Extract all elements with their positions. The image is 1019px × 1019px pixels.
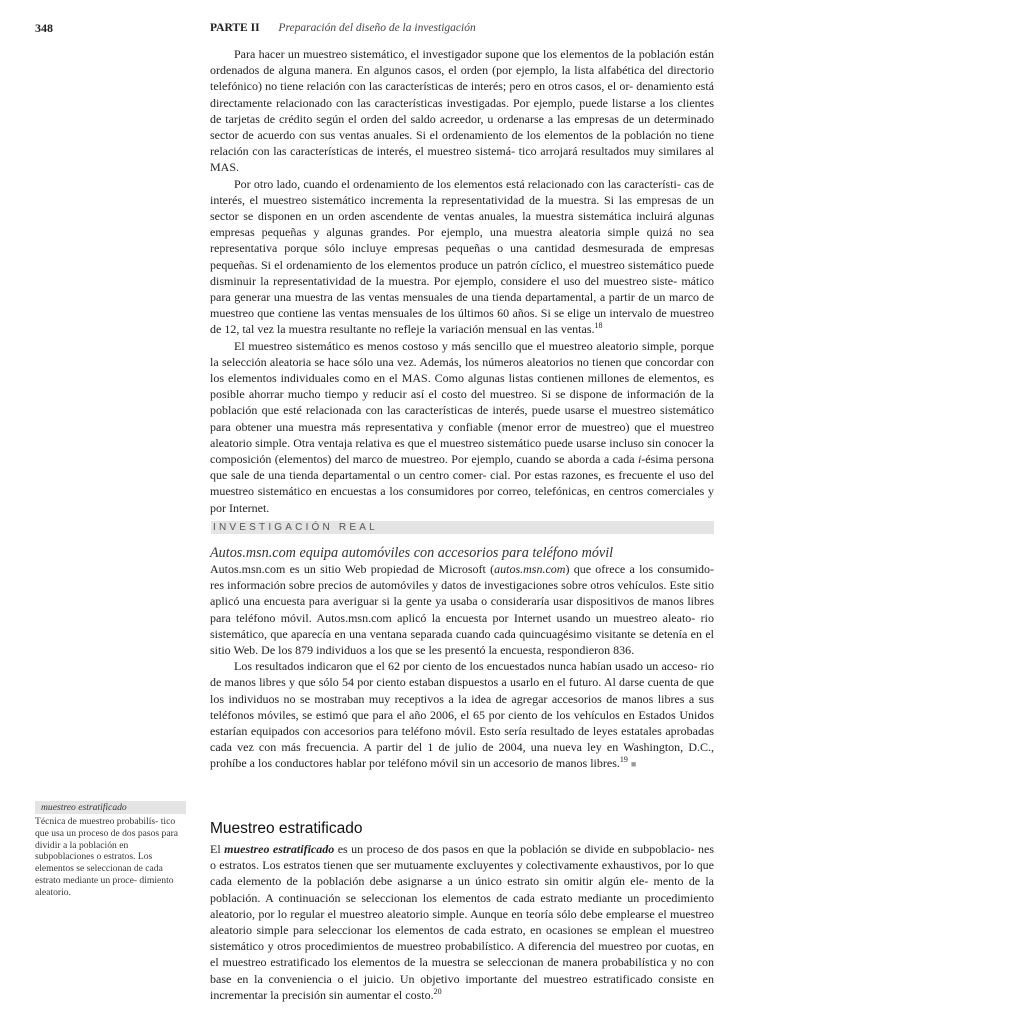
paragraph-text: Autos.msn.com es un sitio Web propiedad de Microsoft (: [210, 562, 495, 576]
part-label: PARTE II: [210, 22, 260, 34]
italic-letter: i: [637, 452, 642, 467]
website-url: autos.msn.com: [494, 562, 566, 576]
section-body: [210, 841, 714, 1003]
chapter-title: Preparación del diseño de la investigación: [278, 22, 476, 34]
paragraph: [210, 176, 714, 338]
footnote-ref: 18: [594, 321, 603, 331]
margin-definition: Técnica de muestreo probabilís- tico que usa un proceso de dos pasos para dividir a la población en subpoblaciones o estratos. Los elementos se seleccionan de cada estrato mediante un proce- dimiento aleatorio.: [35, 816, 179, 898]
page-number: 348: [35, 21, 53, 35]
paragraph-text: El: [210, 842, 225, 856]
paragraph-text: Los resultados indicaron que el 62 por ciento de los encuestados nunca habían usado un acceso- rio de manos libres y que sólo 54 por ciento estaban dispuestos a usarlo en el futuro. Al darse cuenta de que los individuos no se mostraban muy receptivos a la idea de agregar accesorios de manos libres a sus teléfonos móviles, se estimó que para el año 2006, el 65 por ciento de los vehículos en Estados Unidos estarían equipados con accesorios para teléfono móvil. Esto sería resultado de leyes estatales aprobadas cada vez con más frecuencia. A partir del 1 de julio de 2004, una nueva ley en Washington, D.C., prohíbe a los conductores hablar por teléfono móvil sin un accesorio de manos libres.: [210, 659, 714, 771]
end-mark-icon: ■: [630, 759, 637, 770]
margin-term: muestreo estratificado: [35, 801, 186, 814]
paragraph: [210, 338, 714, 516]
section-heading: Muestreo estratificado: [210, 820, 363, 837]
body-text: [210, 46, 714, 516]
paragraph-text: ) que ofrece a los consumido- res información sobre precios de automóviles y datos de investigaciones sobre otros vehículos. Este sitio aplicó una encuesta para averiguar si la gente ya usaba o consideraría usar dispositivos de manos libres para teléfono móvil. Autos.msn.com aplicó la encuesta por Internet usando un muestreo aleato- rio sistemático, que aparecía en una ventana separada cuando cada quincuagésimo visitante se detenía en el sitio Web. De los 879 individuos a los que se les presentó la encuesta, respondieron 836.: [210, 562, 714, 658]
paragraph: [210, 561, 714, 658]
box-tag: INVESTIGACIÓN REAL: [211, 521, 714, 534]
running-header: [210, 22, 476, 34]
footnote-ref: 19: [619, 755, 628, 765]
paragraph-text: -ésima persona que sale de una tienda departamental o un centro comer- cial. Por estas razones, es frecuente el uso del muestreo sistemático en encuestas a los consumidores por correo, telefónicas, en centros comerciales y por Internet.: [210, 452, 714, 515]
key-term: muestreo estratificado: [224, 842, 335, 856]
paragraph-text: El muestreo sistemático es menos costoso y más sencillo que el muestreo aleatorio simple, porque la selección aleatoria se hace sólo una vez. Además, los números aleatorios no tienen que concordar con los elementos individuales como en el MAS. Como algunas listas contienen millones de elementos, es posible ahorrar mucho tiempo y reducir así el costo del muestreo. Si se dispone de información de la población que esté relacionada con las características de interés, puede usarse el muestreo sistemático para obtener una muestra más representativa y confiable (menor error de muestreo) que el muestreo aleatorio simple. Otra ventaja relativa es que el muestreo sistemático puede usarse incluso sin conocer la composición (elementos) del marco de muestreo. Por ejemplo, cuando se aborda a cada: [210, 338, 714, 467]
box-body: [210, 561, 714, 773]
box-title: Autos.msn.com equipa automóviles con accesorios para teléfono móvil: [210, 545, 614, 561]
paragraph: [210, 658, 714, 772]
footnote-ref: 20: [433, 986, 442, 996]
paragraph-text: Por otro lado, cuando el ordenamiento de los elementos está relacionado con las característi- cas de interés, el muestreo sistemático incrementa la representatividad de la muestra. Si las empresas de un sector se disponen en un orden ascendente de ventas anuales, la muestra sistemática incluirá algunas empresas pequeñas y algunas grandes. Por ejemplo, una muestra aleatoria simple quizá no sea representativa porque sólo incluye empresas pequeñas o una cantidad desmesurada de empresas pequeñas. Si el ordenamiento de los elementos produce un patrón cíclico, el muestreo sistemático puede disminuir la representatividad de la muestra. Por ejemplo, considere el uso del muestreo siste- mático para generar una muestra de las ventas mensuales de una tienda departamental, a partir de un marco de muestreo que contiene las ventas mensuales de los últimos 60 años. Si se elige un intervalo de muestreo de 12, tal vez la muestra resultante no refleje la variación mensual en las ventas.: [210, 176, 714, 337]
margin-note: [35, 801, 186, 899]
paragraph: [210, 841, 714, 1003]
paragraph: Para hacer un muestreo sistemático, el investigador supone que los elementos de la población están ordenados de alguna manera. En algunos casos, el orden (por ejemplo, la lista alfabética del directorio telefónico) no tiene relación con las características de interés; pero en otros casos, el or- denamiento está directamente relacionado con las características investigadas. Por ejemplo, puede listarse a los clientes de tarjetas de crédito según el orden del saldo acreedor, u ordenarse a las empresas de un determinado sector de acuerdo con sus ventas anuales. Si el ordenamiento de los elementos de la población no tiene relación con las características de interés, el muestreo sistemá- tico arrojará resultados muy similares al MAS.: [210, 47, 714, 175]
paragraph-text: es un proceso de dos pasos en que la población se divide en subpoblacio- nes o estratos. Los estratos tienen que ser mutuamente excluyentes y colectivamente exhaustivos, por lo que cada elemento de la población debe asignarse a un único estrato sin omitir algún ele- mento de la población. A continuación se seleccionan los elementos de cada estrato mediante un procedimiento aleatorio, por lo regular el muestreo aleatorio simple. Aunque en teoría sólo debe emplearse el muestreo aleatorio simple para seleccionar los elementos de cada estrato, en ocasiones se emplean el muestreo sistemático y otros procedimientos de muestreo probabilístico. A diferencia del muestreo por cuotas, en el muestreo estratificado los elementos de la muestra se seleccionan de manera probabilística y no con base en la conveniencia o el juicio. Un objetivo importante del muestreo estratificado consiste en incrementar la precisión sin aumentar el costo.: [210, 842, 714, 1002]
